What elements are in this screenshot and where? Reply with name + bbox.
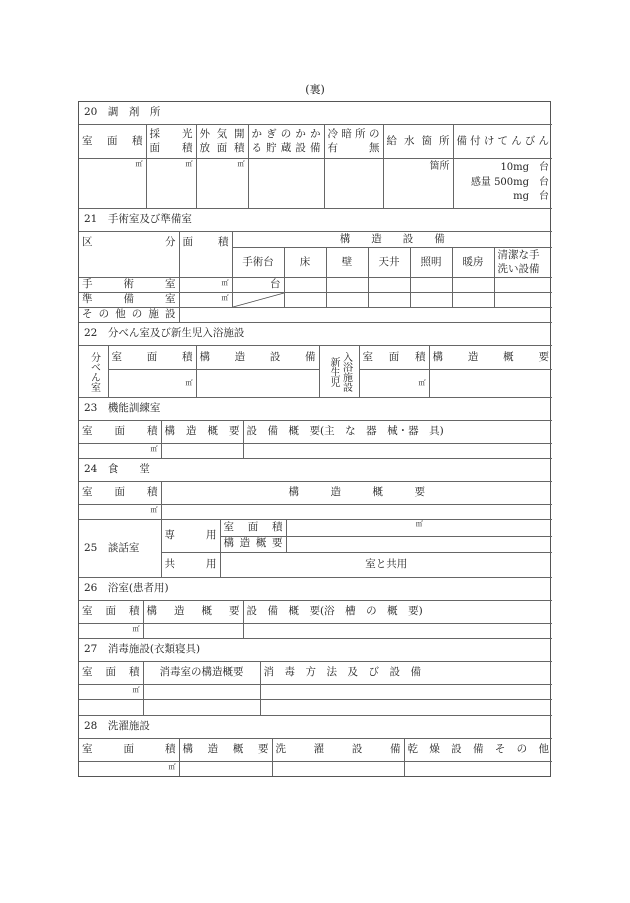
header-laundry-equipment: 洗 濯 設 備 [272, 738, 404, 761]
header-bath-area: 室 面 積 [359, 346, 429, 370]
hand-wash-field[interactable] [494, 278, 552, 293]
prep-wall-field[interactable] [326, 293, 368, 308]
row-operating-room: 手 術 室 [79, 278, 179, 293]
header-lighting-area: 採 光 面 積 [146, 125, 196, 159]
section-26-bathroom [79, 578, 552, 639]
operating-room-area-field[interactable]: ㎡ [179, 278, 232, 293]
page-side-label: (裏) [305, 83, 325, 96]
header-ceiling: 天井 [368, 248, 410, 278]
floor-field[interactable] [284, 278, 326, 293]
exclusive-use-label: 専 用 [161, 520, 220, 552]
section-22-title: 22 分べん室及び新生児入浴施設 [79, 323, 552, 346]
section-20-title: 20 調 剤 所 [79, 102, 552, 125]
row-preparation-room: 準 備 室 [79, 293, 179, 308]
bath-structure-field[interactable] [429, 370, 552, 398]
header-dining-area: 室 面 積 [79, 482, 161, 505]
header-bath-structure: 構 造 概 要 [429, 346, 552, 370]
header-category: 区 分 [79, 232, 179, 278]
disinfection-area-field-2[interactable] [79, 699, 143, 715]
header-bath-room-area: 室面積 [79, 600, 143, 623]
laundry-area-field[interactable]: ㎡ [79, 761, 179, 776]
disinfection-structure-field[interactable] [143, 684, 260, 699]
disinfection-method-field-2[interactable] [260, 699, 552, 715]
header-area: 面 積 [179, 232, 232, 278]
prep-floor-field[interactable] [284, 293, 326, 308]
section-24-dining-hall [79, 459, 552, 520]
row-other-facilities: その他の施設 [79, 308, 179, 323]
header-balance: 備付けてんびん [453, 125, 552, 159]
disinfection-method-field[interactable] [260, 684, 552, 699]
lounge-area-field[interactable]: ㎡ [286, 520, 552, 536]
room-area-field[interactable]: ㎡ [79, 159, 146, 209]
other-facilities-field[interactable] [179, 308, 552, 323]
prep-hand-wash-field[interactable] [494, 293, 552, 308]
dining-structure-field[interactable] [161, 505, 552, 520]
delivery-area-field[interactable]: ㎡ [108, 370, 196, 398]
prep-ceiling-field[interactable] [368, 293, 410, 308]
cold-dark-place-field[interactable] [324, 159, 383, 209]
bath-room-area-field[interactable]: ㎡ [79, 623, 143, 638]
header-operating-table: 手術台 [232, 248, 284, 278]
newborn-bath-label: 新生児 入浴施設 [319, 346, 359, 398]
header-locked-storage: かぎのかか る貯蔵設備 [248, 125, 324, 159]
header-heating: 暖房 [452, 248, 494, 278]
header-rehab-equipment: 設 備 概 要(主 な 器 械・器 具) [243, 421, 552, 444]
bath-area-field[interactable]: ㎡ [359, 370, 429, 398]
header-ventilation-area: 外気開 放面積 [196, 125, 248, 159]
drying-equipment-field[interactable] [404, 761, 552, 776]
preparation-room-area-field[interactable]: ㎡ [179, 293, 232, 308]
facility-form [78, 101, 551, 777]
section-20-dispensary [79, 102, 552, 209]
delivery-room-label: 分べん室 [79, 346, 108, 398]
header-rehab-area: 室 面 積 [79, 421, 161, 444]
header-room-area: 室面積 [79, 125, 146, 159]
section-21-operating-room [79, 209, 552, 323]
disinfection-structure-field-2[interactable] [143, 699, 260, 715]
section-26-title: 26 浴室(患者用) [79, 578, 552, 601]
prep-heating-field[interactable] [452, 293, 494, 308]
dining-area-field[interactable]: ㎡ [79, 505, 161, 520]
section-22-delivery-room [79, 323, 552, 398]
disinfection-area-field[interactable]: ㎡ [79, 684, 143, 699]
ceiling-field[interactable] [368, 278, 410, 293]
bath-room-equipment-field[interactable] [243, 623, 552, 638]
balance-field[interactable]: 10mg 台 感量 500mg 台 mg 台 [453, 159, 552, 209]
header-disinfection-structure: 消毒室の構造概要 [143, 661, 260, 684]
header-dining-structure: 構 造 概 要 [161, 482, 552, 505]
laundry-structure-field[interactable] [179, 761, 272, 776]
section-25-lounge [79, 520, 552, 578]
section-28-title: 28 洗濯施設 [79, 716, 552, 739]
section-27-title: 27 消毒施設(衣類寝具) [79, 639, 552, 662]
header-disinfection-method: 消 毒 方 法 及 び 設 備 [260, 661, 552, 684]
header-disinfection-area: 室面積 [79, 661, 143, 684]
rehab-structure-field[interactable] [161, 444, 243, 459]
bath-room-structure-field[interactable] [143, 623, 243, 638]
prep-lighting-field[interactable] [410, 293, 452, 308]
section-28-laundry [79, 716, 552, 777]
shared-use-label: 共 用 [161, 552, 220, 577]
wall-field[interactable] [326, 278, 368, 293]
header-drying-equipment: 乾燥設備その他 [404, 738, 552, 761]
section-23-rehab-room [79, 398, 552, 459]
header-laundry-area: 室 面 積 [79, 738, 179, 761]
section-21-title: 21 手術室及び準備室 [79, 209, 552, 232]
laundry-equipment-field[interactable] [272, 761, 404, 776]
section-27-disinfection [79, 639, 552, 716]
diagonal-slash-cell [232, 293, 284, 308]
header-structure-equipment: 構 造 設 備 [232, 232, 552, 248]
header-wall: 壁 [326, 248, 368, 278]
lounge-structure-label: 構造概要 [220, 536, 286, 552]
lounge-structure-field[interactable] [286, 536, 552, 552]
operating-table-count-field[interactable]: 台 [232, 278, 284, 293]
header-delivery-area: 室 面 積 [108, 346, 196, 370]
lighting-area-field[interactable]: ㎡ [146, 159, 196, 209]
header-hand-wash: 清潔な手 洗い設備 [494, 248, 552, 278]
ventilation-area-field[interactable]: ㎡ [196, 159, 248, 209]
header-lighting: 照明 [410, 248, 452, 278]
rehab-equipment-field[interactable] [243, 444, 552, 459]
water-supply-field[interactable]: 箇所 [383, 159, 453, 209]
delivery-structure-field[interactable] [196, 370, 319, 398]
header-bath-room-equipment: 設 備 概 要(浴 槽 の 概 要) [243, 600, 552, 623]
header-cold-dark-place: 冷暗所の 有 無 [324, 125, 383, 159]
heating-field[interactable] [452, 278, 494, 293]
header-delivery-structure: 構 造 設 備 [196, 346, 319, 370]
section-23-title: 23 機能訓練室 [79, 398, 552, 421]
lighting-field[interactable] [410, 278, 452, 293]
header-rehab-structure: 構造概要 [161, 421, 243, 444]
locked-storage-field[interactable] [248, 159, 324, 209]
section-25-title: 25 談話室 [79, 520, 161, 577]
shared-room-field[interactable]: 室と共用 [220, 552, 552, 577]
section-24-title: 24 食 堂 [79, 459, 552, 482]
lounge-area-label: 室面積 [220, 520, 286, 536]
header-laundry-structure: 構 造 概 要 [179, 738, 272, 761]
header-water-supply: 給水箇所 [383, 125, 453, 159]
rehab-area-field[interactable]: ㎡ [79, 444, 161, 459]
header-bath-room-structure: 構 造 概 要 [143, 600, 243, 623]
header-floor: 床 [284, 248, 326, 278]
